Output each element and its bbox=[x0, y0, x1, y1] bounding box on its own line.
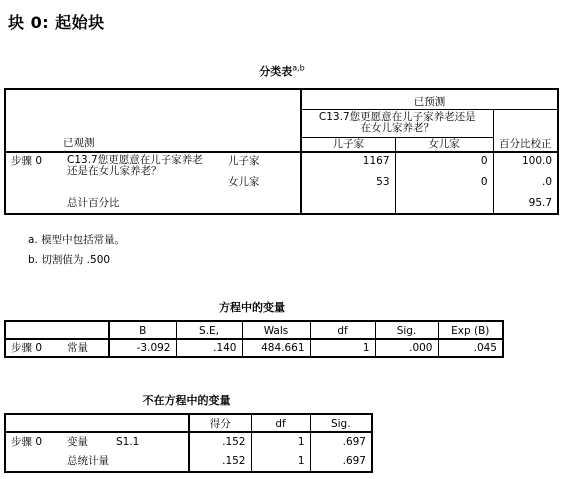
footnote-a: a. 模型中包括常量。 bbox=[28, 234, 126, 246]
son-column-header: 儿子家 bbox=[301, 137, 395, 152]
vars-in-step-label: 步骤 0 bbox=[11, 341, 43, 354]
vars-out-total-label: 总统计量 bbox=[62, 452, 189, 472]
son-son-value: 1167 bbox=[301, 152, 395, 176]
vars-in-row-label: 常量 bbox=[62, 339, 109, 357]
daughter-son-value: 53 bbox=[301, 176, 395, 195]
classification-step-label: 步骤 0 bbox=[11, 154, 43, 167]
vars-out-header-sig: Sig. bbox=[310, 414, 372, 432]
vars-out-total-df: 1 bbox=[251, 452, 310, 472]
classification-caption-footnote-marks: a,b bbox=[292, 63, 305, 73]
daughter-daughter-value: 0 bbox=[395, 176, 493, 195]
row-son-label: 儿子家 bbox=[223, 152, 301, 176]
vars-in-df-value: 1 bbox=[310, 339, 375, 357]
vars-in-b-value: -3.092 bbox=[109, 339, 176, 357]
row-daughter-label: 女儿家 bbox=[223, 176, 301, 195]
vars-in-header-sig: Sig. bbox=[375, 321, 438, 339]
vars-in-header-b: B bbox=[109, 321, 176, 339]
vars-out-step-label: 步骤 0 bbox=[11, 436, 43, 448]
vars-out-caption: 不在方程中的变量 bbox=[142, 394, 231, 407]
total-percent-value: 95.7 bbox=[528, 197, 553, 209]
predicted-header: 已预测 bbox=[301, 89, 558, 109]
vars-out-total-score: .152 bbox=[189, 452, 251, 472]
vars-out-header-score: 得分 bbox=[189, 414, 251, 432]
predicted-question-header: C13.7您更愿意在儿子家养老还是在女儿家养老？ bbox=[301, 109, 493, 137]
son-daughter-value: 0 bbox=[395, 152, 493, 176]
classification-table bbox=[4, 88, 559, 215]
classification-corner bbox=[5, 89, 301, 152]
vars-in-header-se: S.E, bbox=[176, 321, 242, 339]
vars-out-table bbox=[4, 413, 373, 473]
vars-out-variable-label: 变量 bbox=[67, 436, 88, 448]
vars-out-total-sig: .697 bbox=[342, 455, 366, 467]
block-title: 块 0: 起始块 bbox=[8, 13, 105, 32]
vars-out-variable-df: 1 bbox=[251, 432, 310, 452]
vars-out-variable-name: S1.1 bbox=[111, 432, 189, 452]
observed-header: 已观测 bbox=[63, 136, 95, 149]
vars-in-table bbox=[4, 320, 504, 358]
vars-out-variable-score: .152 bbox=[189, 432, 251, 452]
classification-table-caption bbox=[0, 63, 564, 79]
vars-out-variable-sig: .697 bbox=[342, 436, 366, 448]
vars-in-wals-value: 484.661 bbox=[242, 339, 310, 357]
vars-in-caption: 方程中的变量 bbox=[219, 301, 285, 314]
son-percent-value: 100.0 bbox=[521, 154, 553, 167]
classification-row-question: C13.7您更愿意在儿子家养老还是在女儿家养老？ bbox=[67, 153, 203, 177]
vars-out-corner bbox=[5, 414, 189, 432]
vars-in-sig-value: .000 bbox=[375, 339, 438, 357]
footnote-b: b. 切割值为 .500 bbox=[28, 254, 111, 266]
daughter-column-header: 女儿家 bbox=[395, 137, 493, 152]
vars-out-header-df: df bbox=[251, 414, 310, 432]
total-percent-label: 总计百分比 bbox=[62, 195, 301, 214]
vars-in-header-expb: Exp (B) bbox=[438, 321, 503, 339]
percent-correct-header: 百分比校正 bbox=[493, 109, 558, 152]
vars-in-se-value: .140 bbox=[176, 339, 242, 357]
daughter-percent-value: .0 bbox=[542, 175, 553, 188]
vars-in-corner bbox=[5, 321, 109, 339]
vars-in-expb-value: .045 bbox=[473, 341, 497, 354]
vars-in-header-df: df bbox=[310, 321, 375, 339]
vars-in-header-wals: Wals bbox=[242, 321, 310, 339]
classification-caption-text: 分类表 bbox=[259, 65, 293, 78]
